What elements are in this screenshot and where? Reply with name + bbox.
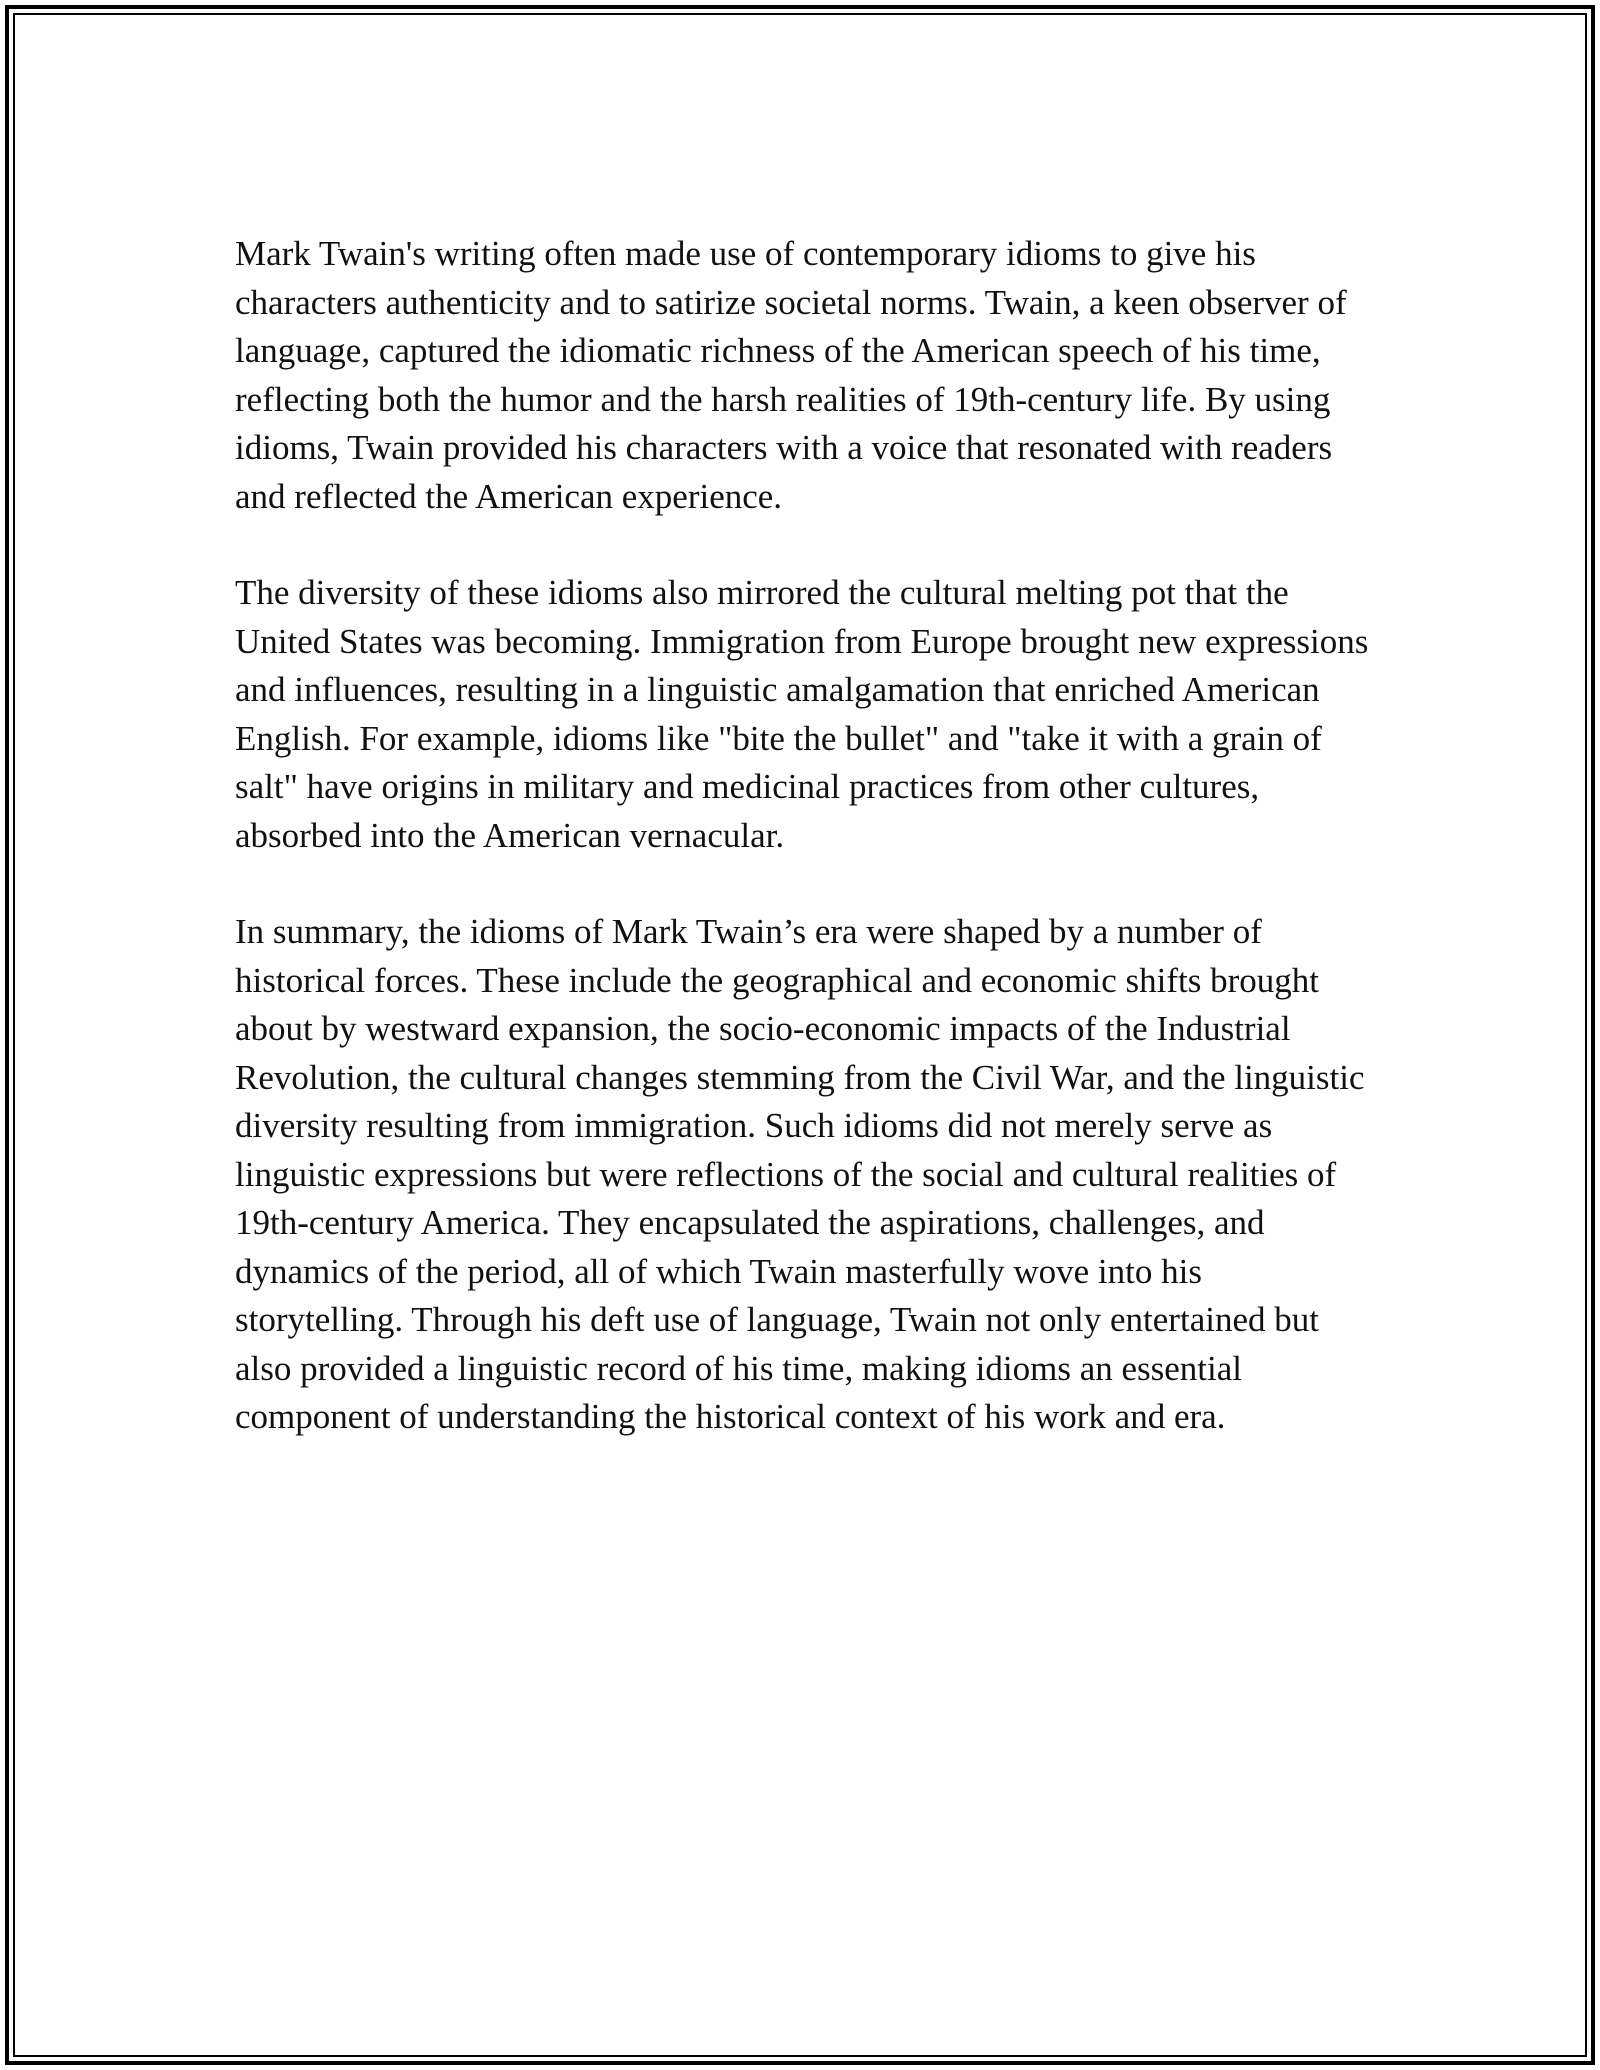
document-body [235,230,1375,1442]
paragraph-idiom-diversity: The diversity of these idioms also mirrored the cultural melting pot that the United States was becoming. Immigration from Europe brought new expressions and influences, resulting in a linguistic amalgamation that enriched American English. For example, idioms like "bite the bullet" and "take it with a grain of salt" have origins in military and medicinal practices from other cultures, absorbed into the American vernacular. [235,573,1369,855]
paragraph-summary: In summary, the idioms of Mark Twain’s era were shaped by a number of historical forces. These include the geographical and economic shifts brought about by westward expansion, the socio-economic impacts of the Industrial Revolution, the cultural changes stemming from the Civil War, and the linguistic diversity resulting from immigration. Such idioms did not merely serve as linguistic expressions but were reflections of the social and cultural realities of 19th-century America. They encapsulated the aspirations, challenges, and dynamics of the period, all of which Twain masterfully wove into his storytelling. Through his deft use of language, Twain not only entertained but also provided a linguistic record of his time, making idioms an essential component of understanding the historical context of his work and era. [235,912,1365,1436]
paragraph-twain-idioms: Mark Twain's writing often made use of contemporary idioms to give his characters authenticity and to satirize societal norms. Twain, a keen observer of language, captured the idiomatic richness of the American speech of his time, reflecting both the humor and the harsh realities of 19th-century life. By using idioms, Twain provided his characters with a voice that resonated with readers and reflected the American experience. [235,234,1347,516]
